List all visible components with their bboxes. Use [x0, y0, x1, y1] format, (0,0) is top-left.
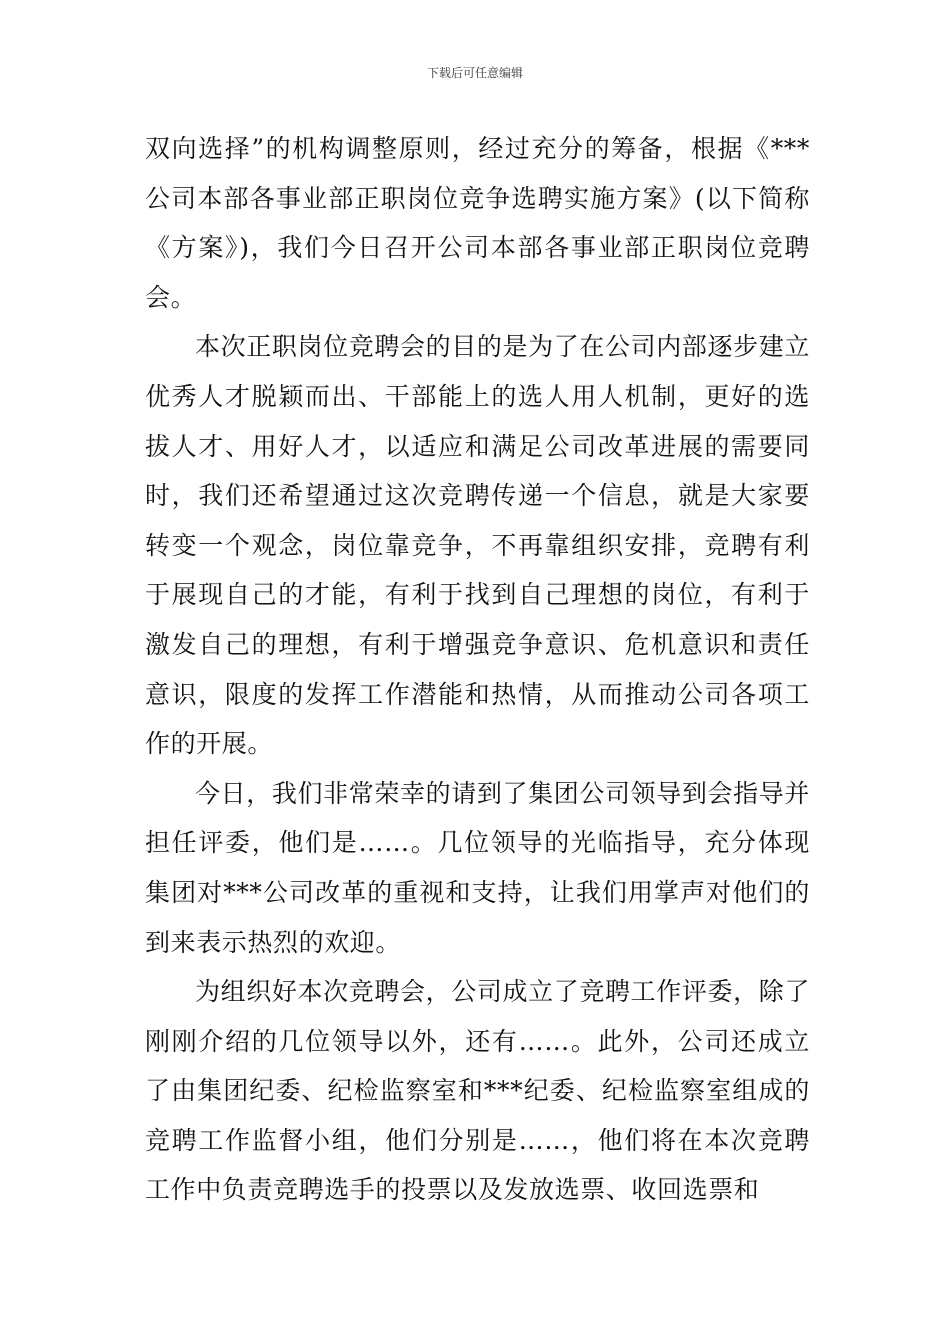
- page-header-note: 下载后可任意编辑: [426, 66, 523, 80]
- document-body: [145, 124, 810, 1215]
- paragraph-continuation: 双向选择”的机构调整原则，经过充分的筹备，根据《***公司本部各事业部正职岗位竞争选聘实施方案》(以下简称《方案》)，我们今日召开公司本部各事业部正职岗位竞聘会。: [145, 134, 810, 312]
- paragraph-purpose: 本次正职岗位竞聘会的目的是为了在公司内部逐步建立优秀人才脱颖而出、干部能上的选人用人机制，更好的选拔人才、用好人才，以适应和满足公司改革进展的需要同时，我们还希望通过这次竞聘传递一个信息，就是大家要转变一个观念，岗位靠竞争，不再靠组织安排，竞聘有利于展现自己的才能，有利于找到自己理想的岗位，有利于激发自己的理想，有利于增强竞争意识、危机意识和责任意识，限度的发挥工作潜能和热情，从而推动公司各项工作的开展。: [145, 332, 810, 759]
- paragraph-guests: 今日，我们非常荣幸的请到了集团公司领导到会指导并担任评委，他们是……。几位领导的光临指导，充分体现集团对***公司改革的重视和支持，让我们用掌声对他们的到来表示热烈的欢迎。: [145, 778, 810, 957]
- paragraph-committee: 为组织好本次竞聘会，公司成立了竞聘工作评委，除了刚刚介绍的几位领导以外，还有……。此外，公司还成立了由集团纪委、纪检监察室和***纪委、纪检监察室组成的竞聘工作监督小组，他们分别是……，他们将在本次竞聘工作中负责竞聘选手的投票以及发放选票、收回选票和: [145, 977, 810, 1205]
